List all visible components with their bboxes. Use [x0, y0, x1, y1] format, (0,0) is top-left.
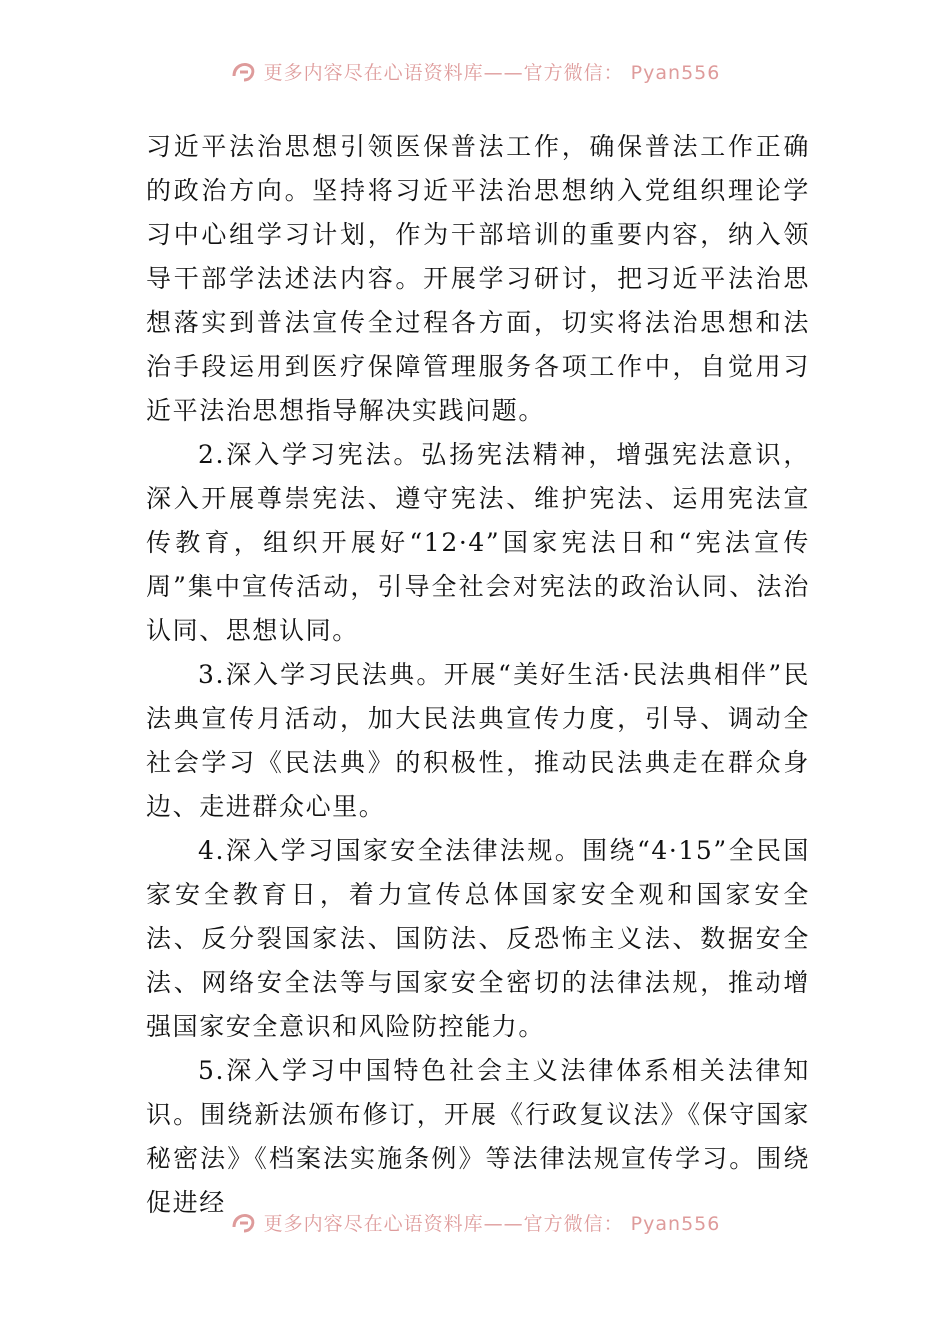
watermark-header	[0, 54, 950, 88]
paragraph-2: 2.深入学习宪法。弘扬宪法精神，增强宪法意识，深入开展尊崇宪法、遵守宪法、维护宪法、运用宪法宣传教育，组织开展好“12·4”国家宪法日和“宪法宣传周”集中宣传活动，引导全社会对宪法的政治认同、法治认同、思想认同。	[146, 440, 810, 645]
watermark-footer	[0, 1205, 950, 1239]
paragraph-4: 4.深入学习国家安全法律法规。围绕“4·15”全民国家安全教育日，着力宣传总体国家安全观和国家安全法、反分裂国家法、国防法、反恐怖主义法、数据安全法、网络安全法等与国家安全密切的法律法规，推动增强国家安全意识和风险防控能力。	[146, 836, 810, 1041]
paragraph-1: 习近平法治思想引领医保普法工作，确保普法工作正确的政治方向。坚持将习近平法治思想纳入党组织理论学习中心组学习计划，作为干部培训的重要内容，纳入领导干部学法述法内容。开展学习研讨，把习近平法治思想落实到普法宣传全过程各方面，切实将法治思想和法治手段运用到医疗保障管理服务各项工作中，自觉用习近平法治思想指导解决实践问题。	[146, 132, 810, 425]
paragraph-3: 3.深入学习民法典。开展“美好生活·民法典相伴”民法典宣传月活动，加大民法典宣传力度，引导、调动全社会学习《民法典》的积极性，推动民法典走在群众身边、走进群众心里。	[146, 660, 810, 821]
logo-icon	[230, 1209, 260, 1235]
document-body	[146, 125, 810, 1225]
watermark-text: 更多内容尽在心语资料库——官方微信： Pyan556	[263, 61, 721, 84]
watermark-text: 更多内容尽在心语资料库——官方微信： Pyan556	[263, 1212, 721, 1235]
logo-icon	[230, 58, 260, 84]
paragraph-5: 5.深入学习中国特色社会主义法律体系相关法律知识。围绕新法颁布修订，开展《行政复议法》《保守国家秘密法》《档案法实施条例》等法律法规宣传学习。围绕促进经	[146, 1056, 810, 1217]
